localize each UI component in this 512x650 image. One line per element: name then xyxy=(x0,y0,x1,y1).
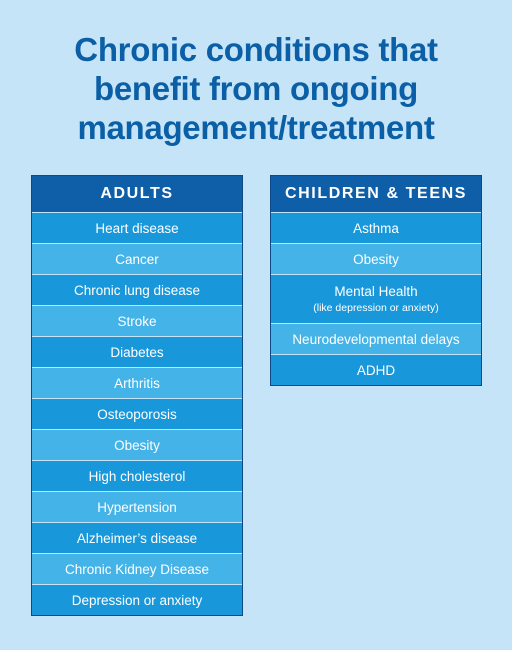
adults-row xyxy=(32,553,242,584)
children-row xyxy=(271,354,481,385)
adults-item: Stroke xyxy=(117,313,157,329)
adults-header: ADULTS xyxy=(32,176,242,212)
adults-row xyxy=(32,274,242,305)
adults-row xyxy=(32,367,242,398)
adults-item: Arthritis xyxy=(114,375,160,391)
adults-item: Heart disease xyxy=(95,220,179,236)
adults-table xyxy=(31,175,243,616)
adults-item: Chronic Kidney Disease xyxy=(64,561,210,577)
adults-row xyxy=(32,336,242,367)
children-teens-table xyxy=(270,175,482,386)
children-row xyxy=(271,212,481,243)
adults-item: Osteoporosis xyxy=(97,406,177,422)
children-item: Neurodevelopmental delays xyxy=(292,331,460,347)
children-item: Mental Health xyxy=(334,284,418,299)
children-row xyxy=(271,323,481,354)
children-row xyxy=(271,274,481,323)
children-row xyxy=(271,243,481,274)
title-line-1: Chronic conditions that xyxy=(74,31,438,68)
adults-item: Alzheimer’s disease xyxy=(76,530,198,546)
adults-item: Cancer xyxy=(115,251,159,267)
adults-row xyxy=(32,398,242,429)
children-item: ADHD xyxy=(356,362,396,378)
adults-item: Chronic lung disease xyxy=(73,282,201,298)
children-teens-header: CHILDREN & TEENS xyxy=(271,176,481,212)
adults-row xyxy=(32,491,242,522)
children-item: Asthma xyxy=(353,220,399,236)
children-item: Obesity xyxy=(353,251,399,267)
adults-row xyxy=(32,305,242,336)
children-item-note: (like depression or anxiety) xyxy=(313,302,439,314)
title-line-2: benefit from ongoing xyxy=(94,70,418,107)
adults-row xyxy=(32,429,242,460)
page-title xyxy=(0,30,512,147)
adults-row xyxy=(32,460,242,491)
title-line-3: management/treatment xyxy=(77,109,435,146)
adults-item: Obesity xyxy=(114,437,160,453)
adults-item: High cholesterol xyxy=(88,468,186,484)
adults-row xyxy=(32,243,242,274)
adults-item: Depression or anxiety xyxy=(71,592,203,608)
adults-row xyxy=(32,584,242,615)
adults-row xyxy=(32,522,242,553)
adults-item: Hypertension xyxy=(97,499,177,515)
adults-item: Diabetes xyxy=(110,344,164,360)
adults-row xyxy=(32,212,242,243)
